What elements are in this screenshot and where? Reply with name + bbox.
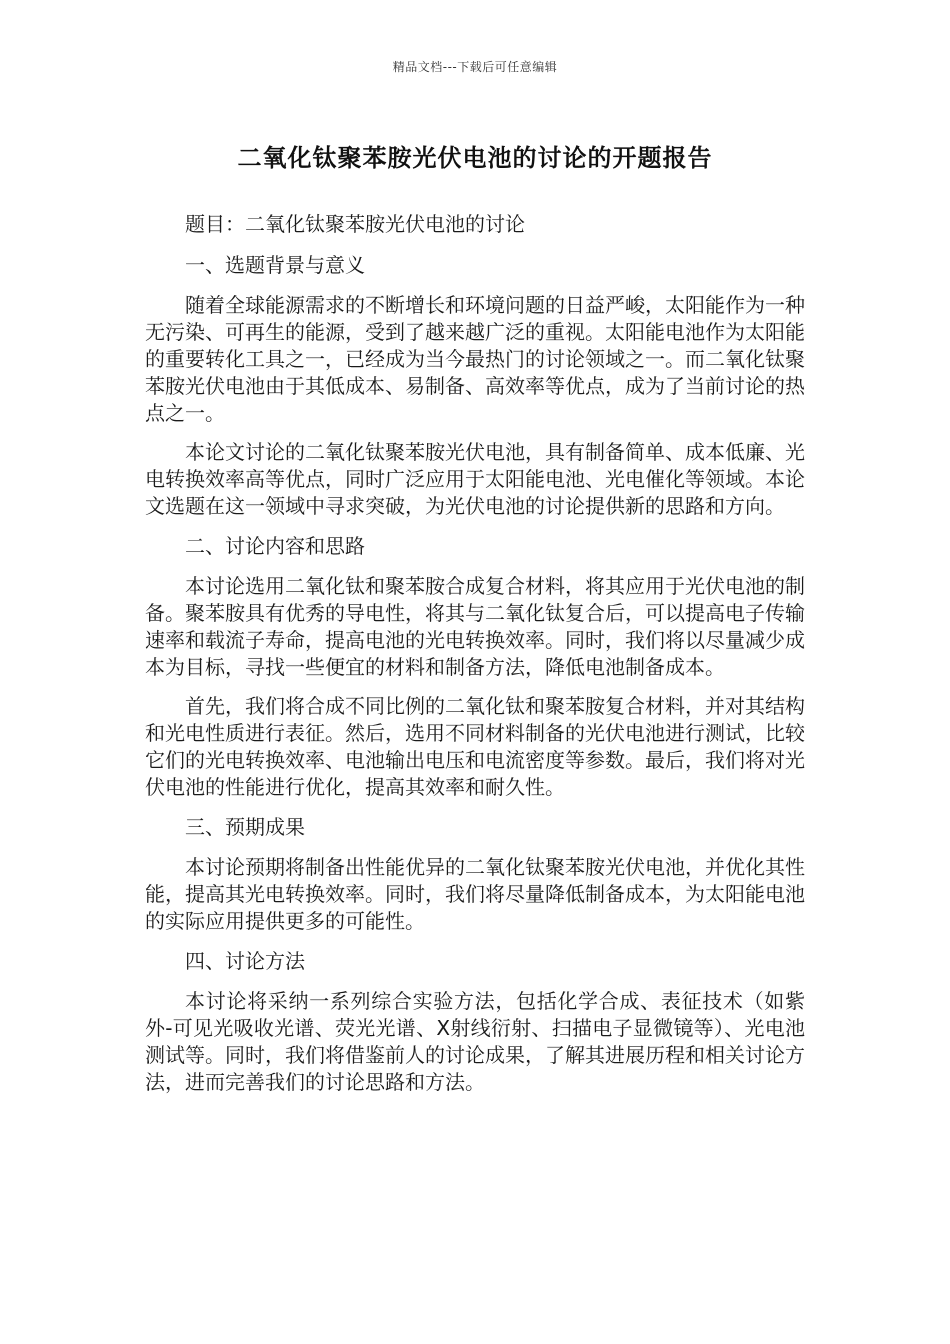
paragraph: 本论文讨论的二氧化钛聚苯胺光伏电池，具有制备简单、成本低廉、光电转换效率高等优点，同时广泛应用于太阳能电池、光电催化等领域。本论文选题在这一领域中寻求突破，为光伏电池的讨论提供新的思路和方向。 [145,440,805,518]
paragraph: 随着全球能源需求的不断增长和环境问题的日益严峻，太阳能作为一种无污染、可再生的能源，受到了越来越广泛的重视。太阳能电池作为太阳能的重要转化工具之一，已经成为当今最热门的讨论领域之一。而二氧化钛聚苯胺光伏电池由于其低成本、易制备、高效率等优点，成为了当前讨论的热点之一。 [145,293,805,425]
paragraph: 本讨论预期将制备出性能优异的二氧化钛聚苯胺光伏电池，并优化其性能，提高其光电转换效率。同时，我们将尽量降低制备成本，为太阳能电池的实际应用提供更多的可能性。 [145,855,805,933]
header-note: 精品文档---下载后可任意编辑 [392,60,558,74]
paragraph: 本讨论将采纳一系列综合实验方法，包括化学合成、表征技术（如紫外-可见光吸收光谱、荧光光谱、X射线衍射、扫描电子显微镜等）、光电池测试等。同时，我们将借鉴前人的讨论成果，了解其进展历程和相关讨论方法，进而完善我们的讨论思路和方法。 [145,989,805,1094]
paragraph: 本讨论选用二氧化钛和聚苯胺合成复合材料，将其应用于光伏电池的制备。聚苯胺具有优秀的导电性，将其与二氧化钛复合后，可以提高电子传输速率和载流子寿命，提高电池的光电转换效率。同时，我们将以尽量减少成本为目标，寻找一些便宜的材料和制备方法，降低电池制备成本。 [145,574,805,679]
topic-line: 题目：二氧化钛聚苯胺光伏电池的讨论 [185,212,525,236]
document-body [145,210,805,1108]
section-heading-methods: 四、讨论方法 [185,949,305,973]
section-heading-background: 一、选题背景与意义 [185,253,365,277]
document-title: 二氧化钛聚苯胺光伏电池的讨论的开题报告 [237,144,713,172]
paragraph: 首先，我们将合成不同比例的二氧化钛和聚苯胺复合材料，并对其结构和光电性质进行表征。然后，选用不同材料制备的光伏电池进行测试，比较它们的光电转换效率、电池输出电压和电流密度等参数。最后，我们将对光伏电池的性能进行优化，提高其效率和耐久性。 [145,694,805,799]
section-heading-content: 二、讨论内容和思路 [185,534,365,558]
section-heading-expected-results: 三、预期成果 [185,815,305,839]
